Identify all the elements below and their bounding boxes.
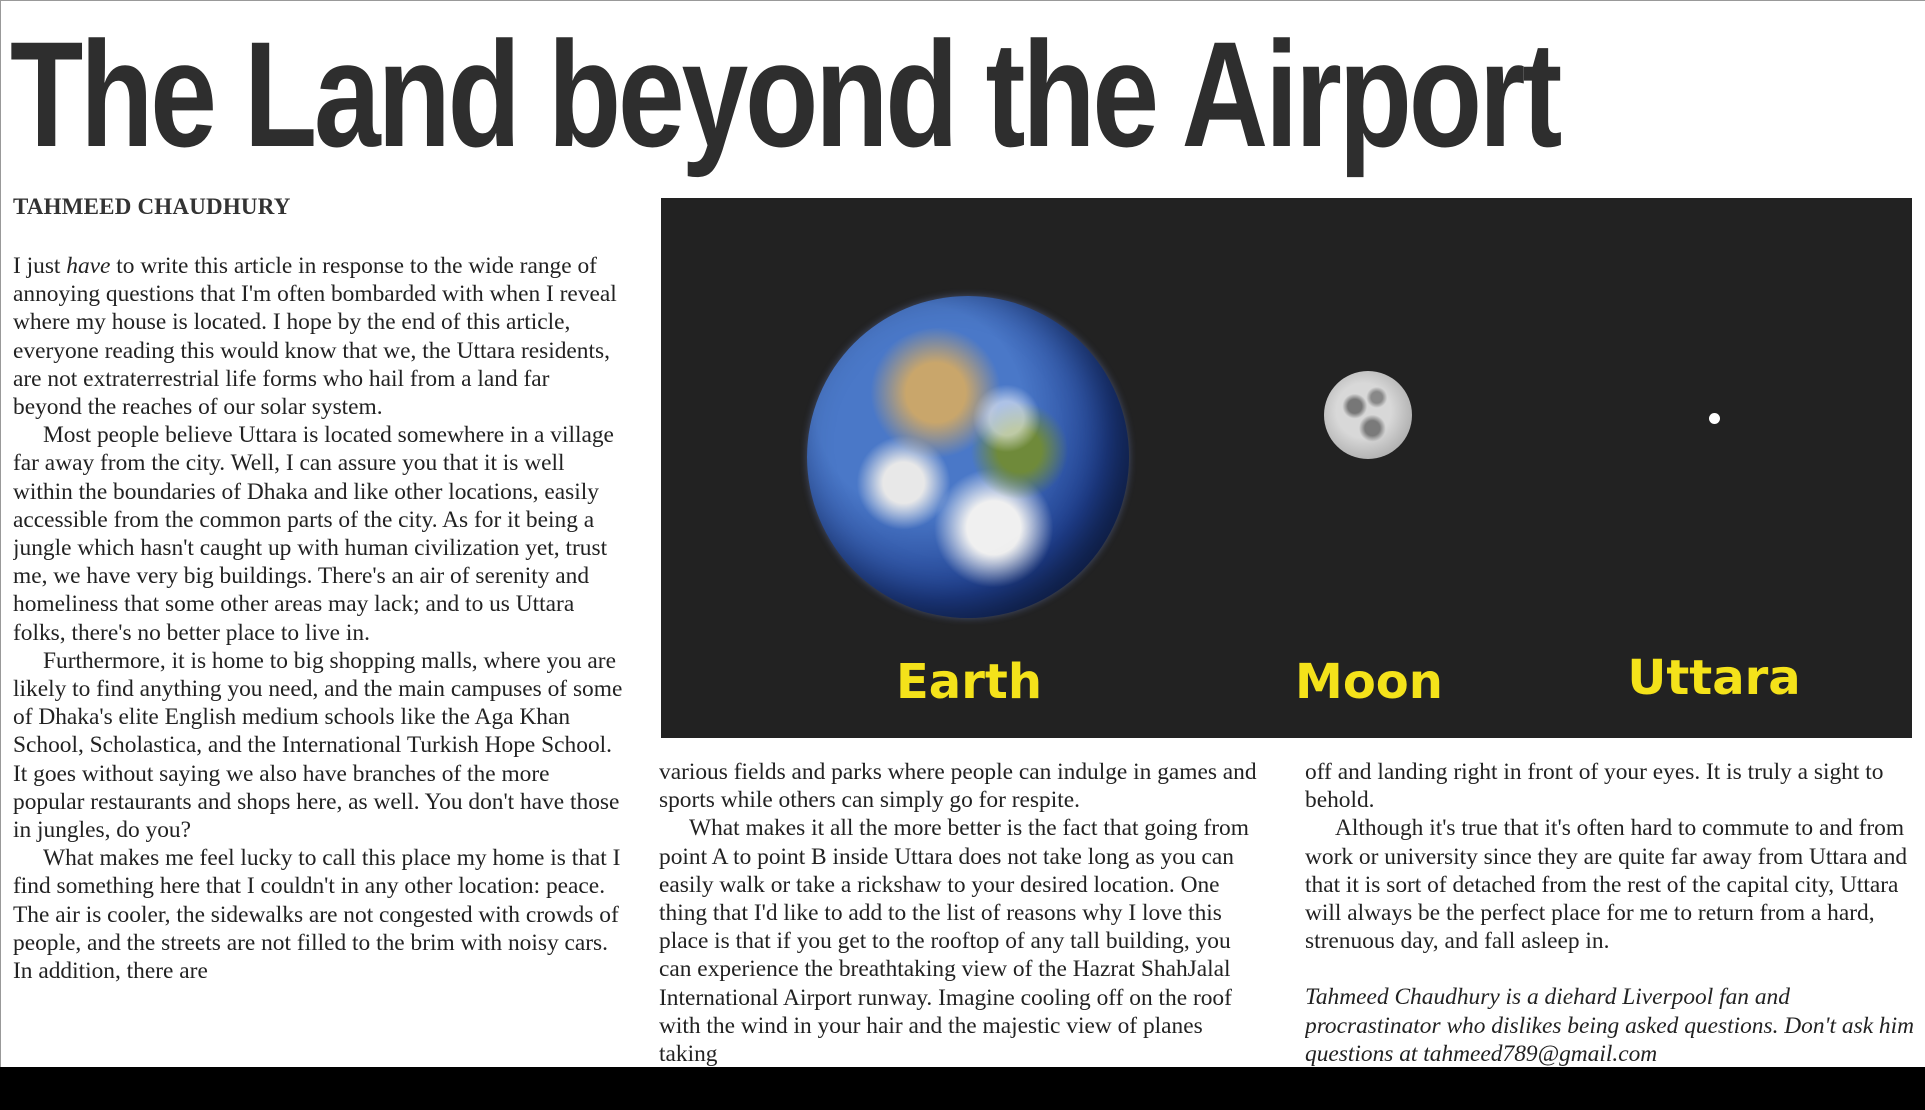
paragraph: What makes me feel lucky to call this place my home is that I find something here that I couldn't in any other location: peace. The air is cooler, the sidewalks are not congested with crowds of people, and the streets are not filled to the brim with noisy cars. In addition, there are — [13, 845, 621, 985]
byline: TAHMEED CHAUDHURY — [13, 194, 291, 219]
earth-globe-icon — [807, 296, 1129, 618]
emphasis: have — [66, 253, 111, 279]
paragraph: Most people believe Uttara is located somewhere in a village far away from the city. Well, I can assure you that it is well within the boundaries of Dhaka and like other locations, easily accessible from the common parts of the city. As for it being a jungle which hasn't caught up with human civilization yet, trust me, we have very big buildings. There's an air of serenity and homeliness that some other areas may lack; and to us Uttara folks, there's no better place to live in. — [13, 422, 614, 646]
earth-moon-uttara-illustration — [661, 198, 1912, 738]
paragraph: various fields and parks where people can indulge in games and sports while others can simply go for respite. — [659, 759, 1257, 814]
moon-icon — [1324, 371, 1412, 459]
headline: The Land beyond the Airport — [10, 10, 1560, 178]
label-moon: Moon — [1295, 654, 1443, 710]
label-earth: Earth — [896, 654, 1042, 710]
paragraph: Furthermore, it is home to big shopping malls, where you are likely to find anything you need, and the main campuses of some of Dhaka's elite English medium schools like the Aga Khan School, Scholastica, and the International Turkish Hope School. It goes without saying we also have branches of the more popular restaurants and shops here, as well. You don't have those in jungles, do you? — [13, 647, 623, 844]
author-bio: Tahmeed Chaudhury is a diehard Liverpool fan and procrastinator who dislikes being asked questions. Don't ask him questions at tahmeed789@gmail.com — [1305, 984, 1915, 1067]
article-column-2 — [659, 758, 1259, 1067]
article-column-3 — [1305, 758, 1917, 1067]
paragraph: Although it's true that it's often hard to commute to and from work or university since they are quite far away from Uttara and that it is sort of detached from the rest of the capital city, Uttara will always be the perfect place for me to return from a hard, strenuous day, and fall asleep in. — [1305, 815, 1908, 955]
paragraph: off and landing right in front of your eyes. It is truly a sight to behold. — [1305, 759, 1884, 814]
paragraph: I just have to write this article in response to the wide range of annoying questions that I'm often bombarded with when I reveal where my house is located. I hope by the end of this article, everyone reading this would know that we, the Uttara residents, are not extraterrestrial life forms who hail from a land far beyond the reaches of our solar system. — [13, 253, 617, 421]
paragraph: What makes it all the more better is the fact that going from point A to point B inside Uttara does not take long as you can easily walk or take a rickshaw to your desired location. One thing that I'd like to add to the list of reasons why I love this place is that if you get to the rooftop of any tall building, you can experience the breathtaking view of the Hazrat ShahJalal International Airport runway. Imagine cooling off on the roof with the wind in your hair and the majestic view of planes taking — [659, 815, 1249, 1067]
article-column-1 — [13, 252, 623, 1067]
label-uttara: Uttara — [1627, 650, 1801, 706]
uttara-dot-icon — [1709, 413, 1720, 424]
